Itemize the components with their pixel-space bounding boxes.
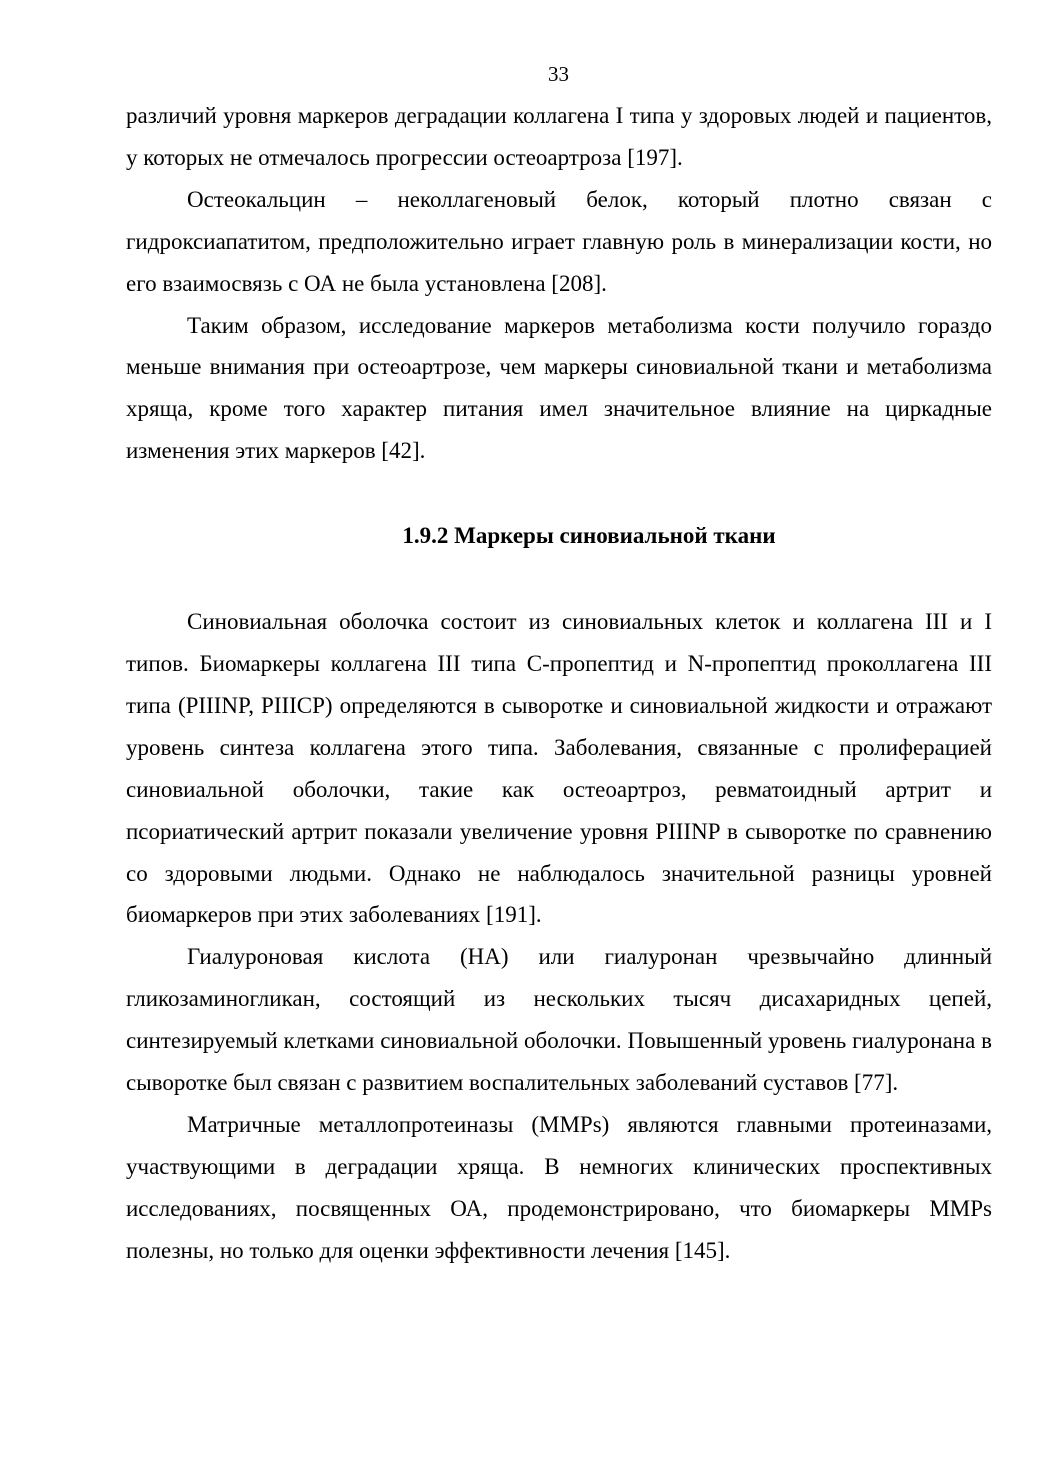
paragraph-bone-markers-summary: Таким образом, исследование маркеров метаболизма кости получило гораздо меньше внимания при остеоартрозе, чем маркеры синовиальной ткани и метаболизма хряща, кроме того характер питания имел значительное влияние на циркадные изменения этих маркеров [42].	[126, 312, 992, 464]
paragraph-intro-continuation: различий уровня маркеров деградации коллагена I типа у здоровых людей и пациентов, у которых не отмечалось прогрессии остеоартроза [197].	[126, 103, 992, 170]
page-number: 33	[548, 62, 569, 86]
paragraph-osteocalcin: Остеокальцин – неколлагеновый белок, который плотно связан с гидроксиапатитом, предположительно играет главную роль в минерализации кости, но его взаимосвязь с ОА не была установлена [208].	[126, 186, 992, 296]
paragraph-hyaluronic-acid: Гиалуроновая кислота (HA) или гиалуронан чрезвычайно длинный гликозаминогликан, состоящий из нескольких тысяч дисахаридных цепей, синтезируемый клетками синовиальной оболочки. Повышенный уровень гиалуронана в сыворотке был связан с развитием воспалительных заболеваний суставов [77].	[126, 944, 992, 1096]
paragraph-synovial-membrane: Синовиальная оболочка состоит из синовиальных клеток и коллагена III и I типов. Биомаркеры коллагена III типа С-пропептид и N-пропептид проколлагена III типа (PIIINP, PIIICP) определяются в сыворотке и синовиальной жидкости и отражают уровень синтеза коллагена этого типа. Заболевания, связанные с пролиферацией синовиальной оболочки, такие как остеоартроз, ревматоидный артрит и псориатический артрит показали увеличение уровня PIIINP в сыворотке по сравнению со здоровыми людьми. Однако не наблюдалось значительной разницы уровней биомаркеров при этих заболеваниях [191].	[126, 609, 992, 928]
page-body	[126, 95, 992, 1272]
section-heading: 1.9.2 Маркеры синовиальной ткани	[402, 523, 776, 549]
paragraph-mmps: Матричные металлопротеиназы (MMPs) являются главными протеиназами, участвующими в деградации хряща. В немногих клинических проспективных исследованиях, посвященных ОА, продемонстрировано, что биомаркеры MMPs полезны, но только для оценки эффективности лечения [145].	[126, 1111, 992, 1263]
